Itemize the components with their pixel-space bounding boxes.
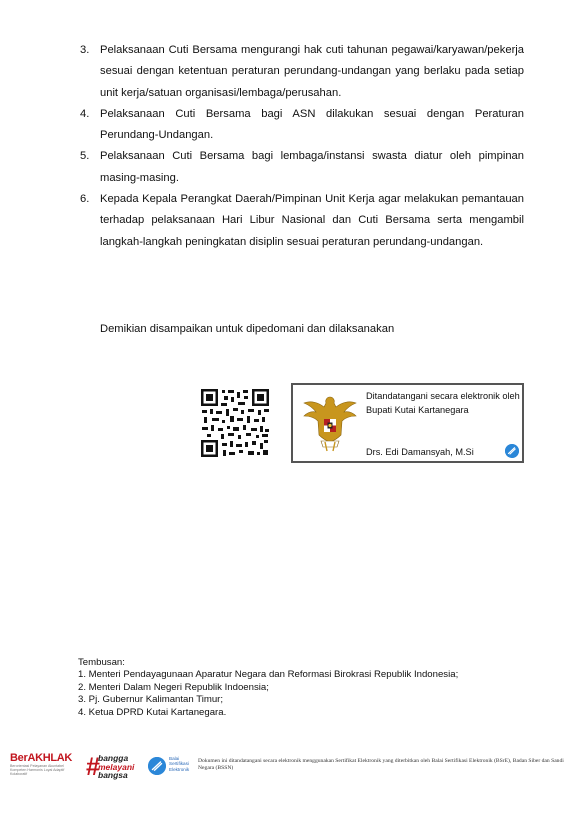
list-text: Pelaksanaan Cuti Bersama bagi lembaga/instansi swasta diatur oleh pimpinan masing-masing.	[100, 150, 524, 184]
list-item	[80, 40, 524, 104]
list-number: 6.	[80, 193, 90, 206]
signatory-position: Bupati Kutai Kartanegara	[366, 405, 469, 415]
bsre-line: Sertifikasi	[169, 761, 189, 767]
tembusan-line: 4. Ketua DPRD Kutai Kartanegara.	[78, 706, 227, 718]
instruction-list	[80, 40, 524, 253]
qr-code-icon	[200, 388, 270, 458]
hashtag-icon: #	[86, 753, 100, 781]
list-text: Pelaksanaan Cuti Bersama mengurangi hak cuti tahunan pegawai/karyawan/pekerja sesuai dengan ketentuan peraturan perundang-undangan yang berlaku pada setiap unit kerja/satuan organisasi/lembaga/perusahan.	[100, 44, 524, 99]
list-number: 5.	[80, 150, 90, 163]
list-text: Kepada Kepala Perangkat Daerah/Pimpinan Unit Kerja agar melakukan pemantauan terhadap pelaksanaan Hari Libur Nasional dan Cuti Bersama serta mengambil langkah-langkah peningkatan disiplin sesuai peraturan perundang-undangan.	[100, 193, 524, 248]
bsre-line: Elektronik	[169, 766, 190, 772]
signatory-name: Drs. Edi Damansyah, M.Si	[366, 447, 474, 457]
tembusan-section	[78, 657, 458, 719]
tembusan-line: 1. Menteri Pendayagunaan Aparatur Negara dan Reformasi Birokrasi Republik Indonesia;	[78, 669, 459, 681]
bsre-wordmark	[169, 756, 189, 772]
bangga-melayani-bangsa-logo	[98, 754, 134, 780]
closing-sentence: Demikian disampaikan untuk dipedomani dan dilaksanakan	[100, 323, 395, 335]
berakhlak-logo	[10, 752, 80, 776]
list-text: Pelaksanaan Cuti Bersama bagi ASN dilakukan sesuai dengan Peraturan Perundang-Undangan.	[100, 107, 524, 142]
bsre-logo-icon	[148, 757, 166, 775]
brand2-line: bangga	[98, 753, 129, 763]
list-item	[80, 104, 524, 147]
electronic-signature-note: Dokumen ini ditandatangani secara elektronik menggunakan Sertifikat Elektronik yang diterbitkan oleh Balai Sertifikasi Elektronik (BSrE), Badan Siber dan Sandi Negara (BSSN)	[198, 758, 564, 771]
list-item	[80, 146, 524, 189]
signature-statement: Ditandatangani secara elektronik oleh	[366, 391, 520, 401]
bsre-line: Balai	[169, 756, 180, 761]
brand2-line: bangsa	[98, 770, 128, 780]
list-item	[80, 189, 524, 253]
tembusan-line: 3. Pj. Gubernur Kalimantan Timur;	[78, 694, 224, 706]
tembusan-line: 2. Menteri Dalam Negeri Republik Indoensia;	[78, 681, 269, 693]
tembusan-heading: Tembusan:	[78, 657, 125, 668]
garuda-pancasila-icon	[301, 391, 359, 455]
bsre-badge-icon	[505, 444, 519, 458]
brand2-line: melayani	[98, 761, 135, 772]
document-footer	[10, 752, 575, 782]
berakhlak-tagline: Berorientasi Pelayanan Akuntabel Kompeten Harmonis Loyal Adaptif Kolaboratif	[10, 764, 65, 776]
list-number: 4.	[80, 107, 90, 120]
list-number: 3.	[80, 44, 90, 56]
electronic-signature-box	[291, 383, 524, 463]
berakhlak-wordmark: BerAKHLAK	[10, 752, 73, 764]
